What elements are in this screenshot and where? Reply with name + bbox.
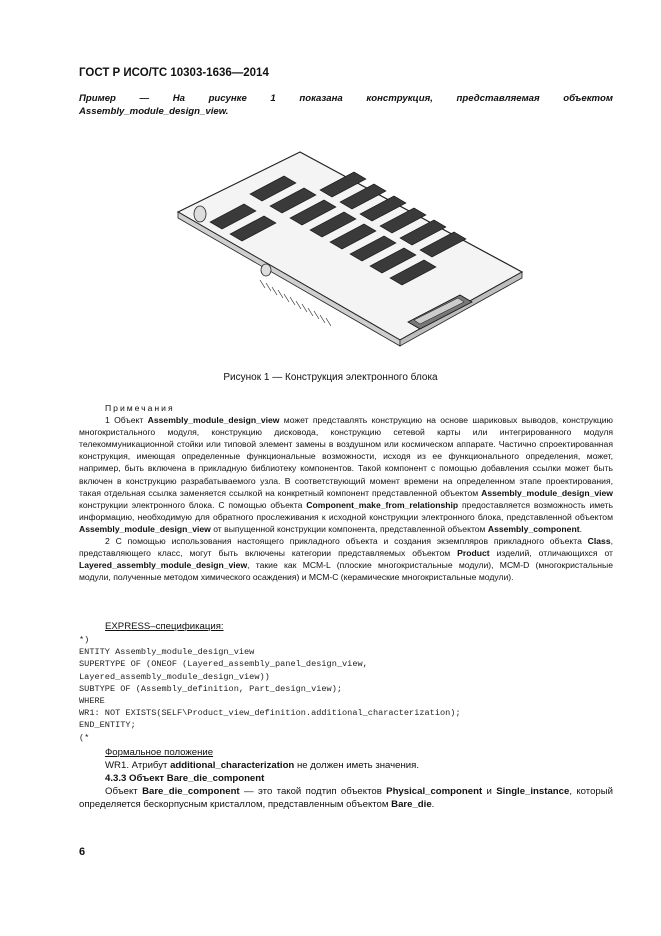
example-word: На	[172, 93, 185, 104]
formal-section	[79, 746, 613, 811]
document-header: ГОСТ Р ИСО/ТС 10303-1636—2014	[79, 67, 269, 79]
section-title: 4.3.3 Объект Bare_die_component	[105, 773, 265, 784]
express-code	[79, 634, 461, 744]
example-paragraph	[79, 92, 613, 118]
code-line: *)	[79, 635, 90, 645]
note-1: 1 Объект Assembly_module_design_view может представлять конструкцию на основе шариковых выводов, конструкцию многокристального модуля, конструкцию дисковода, конструкцию сетевой карты или интегрированного модуля телекоммуникационной стойки или типовой элемент замены в воздушном или космическом аппарате. Частично спроектированная конструкция, имеющая определенные функциональные возможности, исходя из ее функционального определения, может, например, быть включена в прикладную библиотеку компонентов. Такой компонент с помощью добавления ссылки может быть включен в конструкцию разрабатываемого узла. В соответствующий момент времени на определенном этапе проектирования, такая отдельная ссылка заменяется ссылкой на конкретный компонент представленной объектом Assembly_module_design_view конструкции электронного блока. С помощью объекта Component_make_from_relationship предоставляется возможность иметь информацию, необходимую для обратного прослеживания к исходной конструкции электронного блока, представленной объектом Assembly_module_design_view от выпущенной конструкции компонента, представленной объектом Assembly_component.	[79, 415, 614, 534]
example-word: показана	[299, 93, 343, 104]
wr1-text: WR1. Атрибут additional_characterization не должен иметь значения.	[105, 760, 420, 771]
notes-heading: Примечания	[105, 403, 175, 413]
code-line: Layered_assembly_module_design_view))	[79, 671, 270, 682]
express-heading: EXPRESS–спецификация:	[105, 621, 224, 632]
notes-block	[79, 402, 613, 583]
example-word: 1	[270, 93, 276, 104]
example-word: конструкция,	[366, 93, 433, 104]
code-line: WHERE	[79, 696, 105, 707]
example-word: представляемая	[456, 93, 540, 104]
example-line-1	[79, 92, 613, 105]
formal-heading: Формальное положение	[105, 747, 214, 758]
example-word: —	[139, 93, 150, 104]
code-line: (*	[79, 732, 90, 743]
example-word: объектом	[563, 93, 613, 104]
electronic-assembly-figure	[170, 150, 540, 350]
example-line-2: Assembly_module_design_view.	[79, 106, 229, 117]
code-line: END_ENTITY;	[79, 720, 136, 731]
code-line: SUBTYPE OF (Assembly_definition, Part_design_view);	[79, 683, 343, 694]
code-line: SUPERTYPE OF (ONEOF (Layered_assembly_panel_design_view,	[79, 659, 368, 670]
example-word: Пример	[79, 93, 116, 104]
code-line: WR1: NOT EXISTS(SELF\Product_view_definition.additional_characterization);	[79, 708, 461, 719]
figure-caption: Рисунок 1 — Конструкция электронного блока	[223, 372, 438, 383]
note-2: 2 С помощью использования настоящего прикладного объекта и создания экземпляров прикладного объекта Class, представляющего класс, могут быть включены категории представляемых объектом Product изделий, отличающихся от Layered_assembly_module_design_view, такие как МСМ-L (плоские многокристальные модули), МСМ-D (многокристальные модули, полученные методом химического осаждения) и МСМ-С (керамические многокристальные модули).	[79, 536, 613, 583]
capacitor	[194, 206, 206, 222]
example-word: рисунке	[208, 93, 247, 104]
page-number: 6	[79, 846, 86, 858]
code-line: ENTITY Assembly_module_design_view	[79, 647, 255, 658]
section-body: Объект Bare_die_component — это такой подтип объектов Physical_component и Single_instance, который определяется бескорпусным кристаллом, представленным объектом Bare_die.	[79, 786, 613, 810]
